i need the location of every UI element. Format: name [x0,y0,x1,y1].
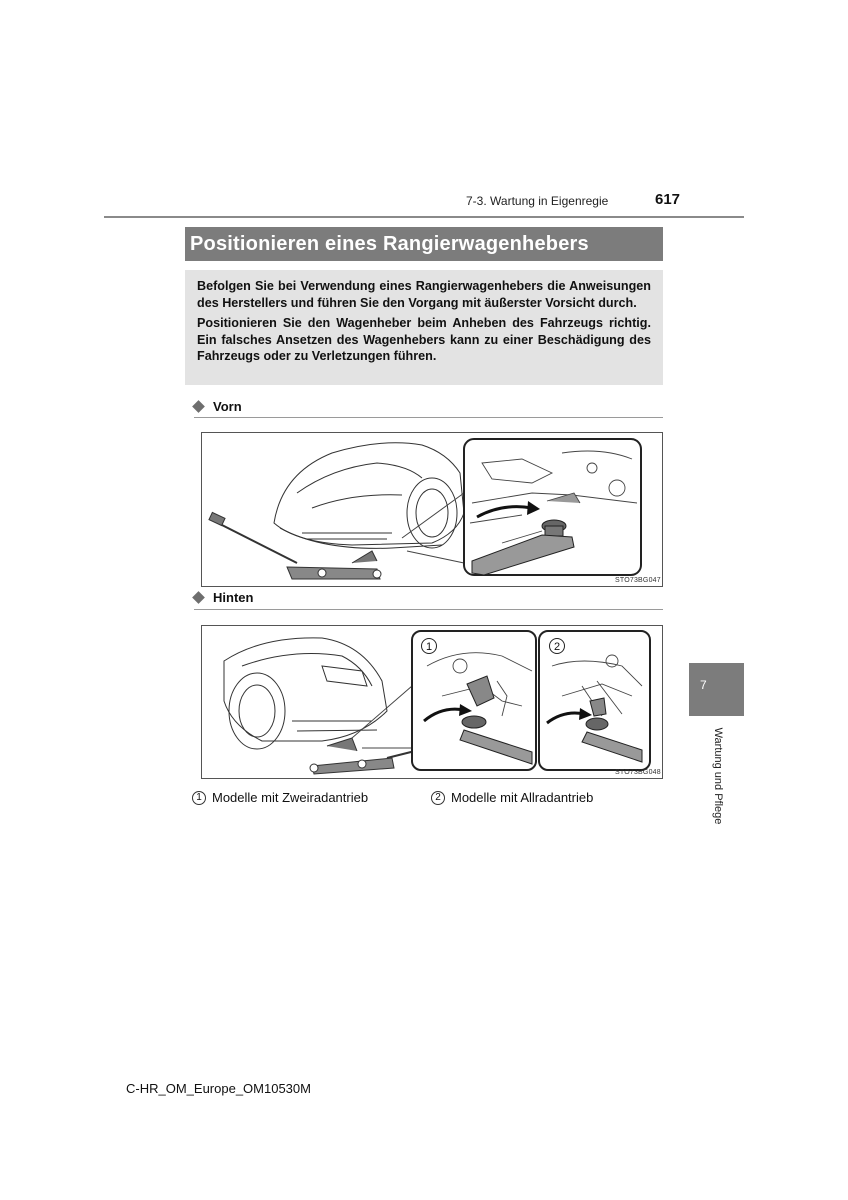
subheading-front-label: Vorn [213,399,242,414]
rear-figure-code: STO73BG048 [615,769,661,776]
diamond-bullet-icon [192,400,205,413]
warning-paragraph-2: Positionieren Sie den Wagenheber beim Anheben des Fahrzeugs richtig. Ein falsches Ansetzen des Wagenhebers kann zu einer Beschädigung des Fahrzeugs oder zu Verletzungen führen. [197,316,651,363]
front-jack-drawing [202,433,662,586]
subheading-front-rule [194,417,663,418]
chapter-tab [689,663,744,716]
inset-2-callout: 2 [553,641,561,653]
running-header-section: 7-3. Wartung in Eigenregie [466,194,609,208]
subheading-rear-label: Hinten [213,590,254,605]
warning-box [185,270,663,385]
rear-jack-drawing [202,626,662,778]
warning-paragraph-1: Befolgen Sie bei Verwendung eines Rangierwagenhebers die Anweisungen des Herstellers und führen Sie den Vorgang mit äußerster Vorsicht durch. [197,279,651,310]
rear-jack-illustration [201,625,663,779]
front-figure-code: STO73BG047 [615,577,661,584]
header-divider [104,216,744,218]
legend-number-1: 1 [192,791,206,805]
chapter-number: 7 [700,678,707,692]
subheading-rear-rule [194,609,663,610]
document-code-footer: C-HR_OM_Europe_OM10530M [126,1081,311,1096]
diamond-bullet-icon [192,591,205,604]
page-number: 617 [655,191,681,208]
chapter-title: Wartung und Pflege [712,727,724,825]
subheading-rear [194,590,253,605]
front-jack-illustration [201,432,663,587]
subheading-front [194,399,242,414]
inset-1-callout: 1 [425,641,433,653]
section-title: Positionieren eines Rangierwagenhebers [185,227,663,261]
legend-number-2: 2 [431,791,445,805]
legend-label-1: Modelle mit Zweiradantrieb [212,790,369,805]
legend-item-2 [431,790,593,805]
legend-label-2: Modelle mit Allradantrieb [451,790,594,805]
legend-item-1 [192,790,368,805]
